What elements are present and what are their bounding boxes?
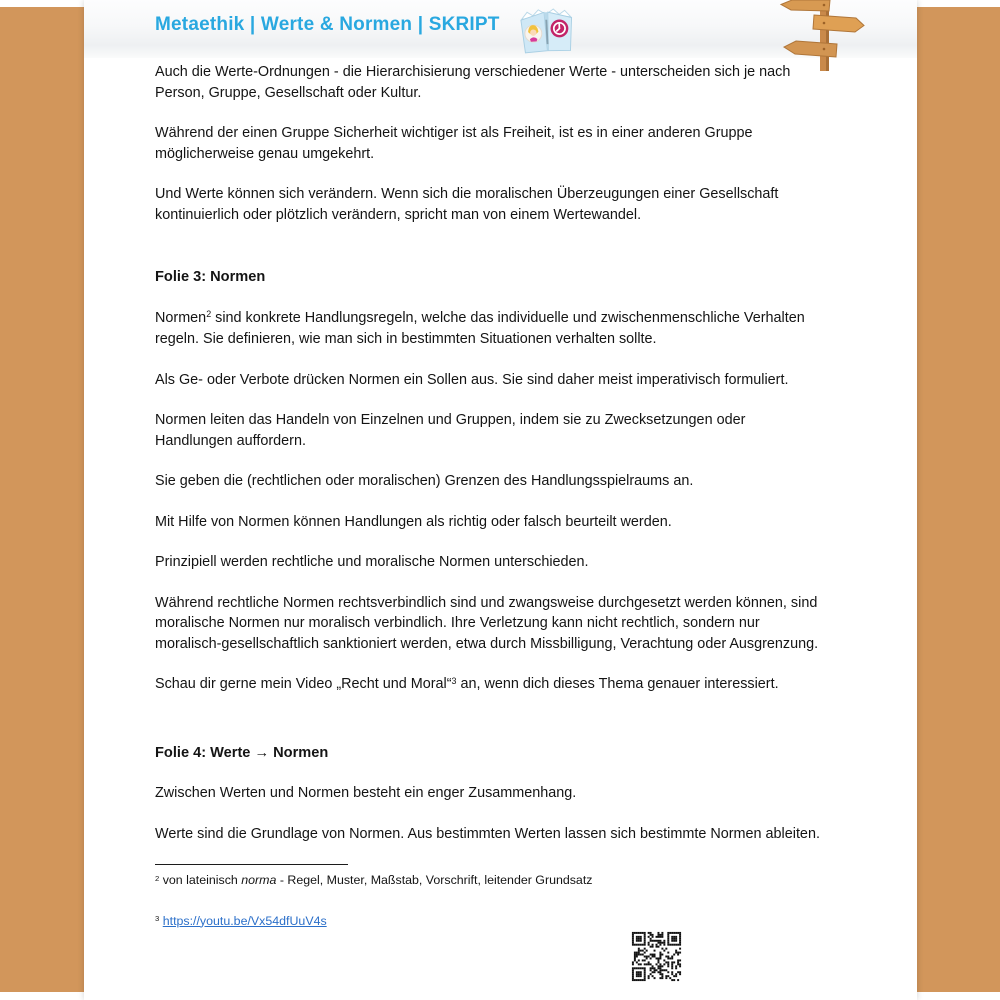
paragraph (155, 370, 823, 391)
text-run: Während der einen Gruppe Sicherheit wichtiger ist als Freiheit, ist es in einer anderen Gruppe möglicherweise genau umgekehrt. (155, 125, 753, 162)
section-heading (155, 267, 823, 288)
text-run: sind konkrete Handlungsregeln, welche das individuelle und zwischenmenschliche Verhalten regeln. Sie definieren, wie man sich in bestimmten Situationen verhalten sollte. (155, 309, 805, 347)
paragraph (155, 123, 823, 164)
paragraph (155, 410, 823, 451)
text-run: an, wenn dich dieses Thema genauer interessiert. (456, 676, 779, 692)
paragraph (155, 471, 823, 492)
footnotes-section (155, 864, 823, 932)
paragraph (155, 184, 823, 225)
footnote (155, 912, 823, 933)
paragraph (155, 593, 823, 655)
text-run: Zwischen Werten und Normen besteht ein enger Zusammenhang. (155, 785, 577, 801)
text-run: norma (241, 873, 277, 887)
paragraph (155, 552, 823, 573)
text-run: Werte sind die Grundlage von Normen. Aus bestimmten Werten lassen sich bestimmte Normen ableiten. (155, 825, 820, 842)
text-run: Normen leiten das Handeln von Einzelnen und Gruppen, indem sie zu Zwecksetzungen oder Handlungen auffordern. (155, 412, 746, 449)
paragraph (155, 308, 823, 350)
document-page (84, 0, 917, 1000)
text-run: Mit Hilfe von Normen können Handlungen als richtig oder falsch beurteilt werden. (155, 513, 672, 530)
paragraph (155, 674, 823, 696)
text-run: Normen (155, 309, 207, 326)
footnote-separator (155, 864, 348, 865)
right-margin-bar (917, 7, 1000, 992)
text-run: Und Werte können sich verändern. Wenn sich die moralischen Überzeugungen einer Gesellschaft kontinuierlich oder plötzlich verändern, spricht man von einem Wertewandel. (155, 186, 779, 223)
footnote-lines (155, 871, 823, 932)
text-run: - Regel, Muster, Maßstab, Vorschrift, leitender Grundsatz (276, 873, 593, 887)
text-run: Sie geben die (rechtlichen oder moralischen) Grenzen des Handlungsspielraums an. (155, 473, 694, 489)
text-run: 2 (206, 309, 212, 320)
text-run: Während rechtliche Normen rechtsverbindlich sind und zwangsweise durchgesetzt werden können, sind moralische Normen nur moralisch verbindlich. Ihre Verletzung kann nicht rechtlich, sondern nur moralisch-gesellschaftlich sanktioniert werden, etwa durch Missbilligung, Verachtung oder Ausgrenzung. (155, 594, 819, 652)
paragraph (155, 62, 823, 103)
left-margin-bar (0, 7, 84, 992)
page-title: Metaethik | Werte & Normen | SKRIPT (155, 14, 500, 35)
section-heading (155, 743, 823, 764)
text-run: Prinzipiell werden rechtliche und moralische Normen unterschieden. (155, 554, 589, 570)
text-run: 2 (155, 873, 160, 883)
text-run: 3 (155, 914, 160, 924)
paragraph (155, 783, 823, 804)
text-run: Auch die Werte-Ordnungen - die Hierarchisierung verschiedener Werte - unterscheiden sich je nach Person, Gruppe, Gesellschaft oder Kultur. (155, 64, 791, 101)
text-run: 3 (451, 675, 457, 686)
text-run: Als Ge- oder Verbote drücken Normen ein Sollen aus. Sie sind daher meist imperativisch formuliert. (155, 371, 789, 388)
text-run: Folie 4: Werte → Normen (155, 744, 329, 761)
document-body (155, 62, 823, 952)
paragraph (155, 512, 823, 533)
footnote (155, 871, 823, 892)
open-book-logo-icon (514, 4, 579, 62)
footnote-link[interactable]: https://youtu.be/Vx54dfUuV4s (162, 913, 327, 928)
doc-header (155, 8, 578, 61)
qr-code-icon (628, 928, 685, 985)
text-run: Schau dir gerne mein Video „Recht und Moral“ (155, 676, 452, 692)
text-run: Folie 3: Normen (155, 269, 266, 285)
text-run: von lateinisch (159, 873, 242, 887)
paragraph (155, 824, 823, 845)
